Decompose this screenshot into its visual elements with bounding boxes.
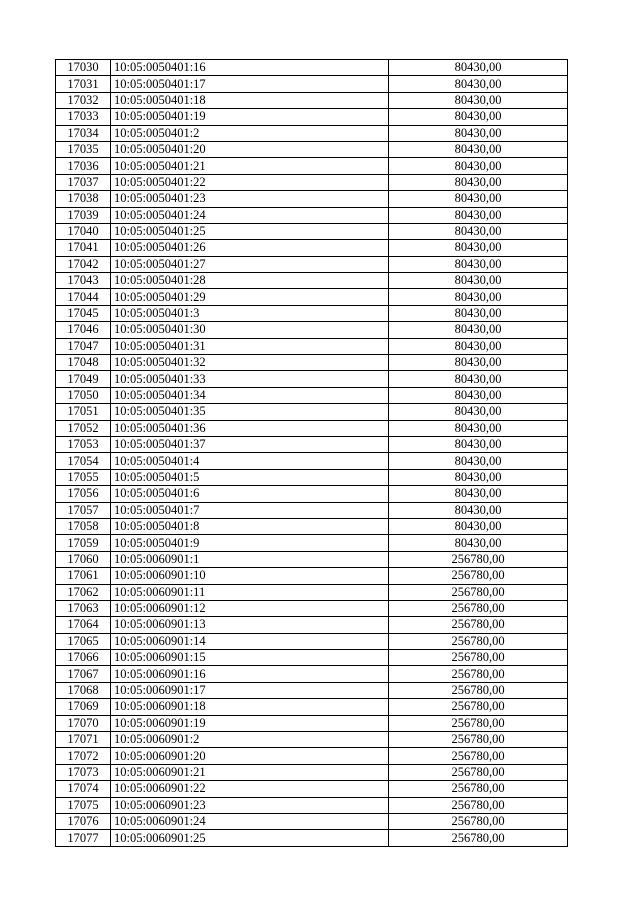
row-number-cell: 17036 bbox=[56, 158, 111, 174]
amount-cell: 256780,00 bbox=[389, 830, 568, 846]
cadastral-number-cell: 10:05:0050401:28 bbox=[111, 273, 389, 289]
row-number-cell: 17057 bbox=[56, 502, 111, 518]
amount-cell: 80430,00 bbox=[389, 502, 568, 518]
amount-cell: 256780,00 bbox=[389, 650, 568, 666]
table-row bbox=[56, 273, 568, 289]
table-row bbox=[56, 781, 568, 797]
cadastral-number-cell: 10:05:0060901:21 bbox=[111, 764, 389, 780]
row-number-cell: 17067 bbox=[56, 666, 111, 682]
amount-cell: 256780,00 bbox=[389, 797, 568, 813]
row-number-cell: 17060 bbox=[56, 551, 111, 567]
table-row bbox=[56, 469, 568, 485]
cadastral-number-cell: 10:05:0050401:7 bbox=[111, 502, 389, 518]
row-number-cell: 17076 bbox=[56, 813, 111, 829]
amount-cell: 80430,00 bbox=[389, 338, 568, 354]
table-row bbox=[56, 223, 568, 239]
cadastral-number-cell: 10:05:0060901:23 bbox=[111, 797, 389, 813]
table-row bbox=[56, 355, 568, 371]
row-number-cell: 17065 bbox=[56, 633, 111, 649]
amount-cell: 80430,00 bbox=[389, 371, 568, 387]
cadastral-number-cell: 10:05:0050401:36 bbox=[111, 420, 389, 436]
cadastral-number-cell: 10:05:0050401:18 bbox=[111, 92, 389, 108]
table-row bbox=[56, 633, 568, 649]
table-row bbox=[56, 732, 568, 748]
amount-cell: 80430,00 bbox=[389, 141, 568, 157]
table-row bbox=[56, 240, 568, 256]
row-number-cell: 17031 bbox=[56, 76, 111, 92]
row-number-cell: 17074 bbox=[56, 781, 111, 797]
row-number-cell: 17038 bbox=[56, 191, 111, 207]
amount-cell: 256780,00 bbox=[389, 748, 568, 764]
row-number-cell: 17063 bbox=[56, 600, 111, 616]
row-number-cell: 17062 bbox=[56, 584, 111, 600]
amount-cell: 256780,00 bbox=[389, 715, 568, 731]
amount-cell: 80430,00 bbox=[389, 92, 568, 108]
table-row bbox=[56, 76, 568, 92]
amount-cell: 256780,00 bbox=[389, 764, 568, 780]
table-row bbox=[56, 125, 568, 141]
amount-cell: 256780,00 bbox=[389, 617, 568, 633]
cadastral-number-cell: 10:05:0060901:24 bbox=[111, 813, 389, 829]
row-number-cell: 17066 bbox=[56, 650, 111, 666]
amount-cell: 80430,00 bbox=[389, 109, 568, 125]
table-row bbox=[56, 256, 568, 272]
cadastral-number-cell: 10:05:0050401:29 bbox=[111, 289, 389, 305]
cadastral-number-cell: 10:05:0050401:34 bbox=[111, 387, 389, 403]
amount-cell: 80430,00 bbox=[389, 355, 568, 371]
row-number-cell: 17041 bbox=[56, 240, 111, 256]
amount-cell: 80430,00 bbox=[389, 125, 568, 141]
row-number-cell: 17054 bbox=[56, 453, 111, 469]
cadastral-number-cell: 10:05:0050401:25 bbox=[111, 223, 389, 239]
amount-cell: 80430,00 bbox=[389, 387, 568, 403]
table-row bbox=[56, 322, 568, 338]
cadastral-number-cell: 10:05:0060901:20 bbox=[111, 748, 389, 764]
table-row bbox=[56, 191, 568, 207]
row-number-cell: 17045 bbox=[56, 305, 111, 321]
row-number-cell: 17061 bbox=[56, 568, 111, 584]
table-row bbox=[56, 305, 568, 321]
row-number-cell: 17069 bbox=[56, 699, 111, 715]
cadastral-number-cell: 10:05:0050401:26 bbox=[111, 240, 389, 256]
cadastral-number-cell: 10:05:0050401:24 bbox=[111, 207, 389, 223]
table-row bbox=[56, 699, 568, 715]
row-number-cell: 17073 bbox=[56, 764, 111, 780]
amount-cell: 80430,00 bbox=[389, 60, 568, 76]
row-number-cell: 17055 bbox=[56, 469, 111, 485]
cadastral-number-cell: 10:05:0060901:17 bbox=[111, 682, 389, 698]
table-row bbox=[56, 682, 568, 698]
table-row bbox=[56, 387, 568, 403]
amount-cell: 80430,00 bbox=[389, 404, 568, 420]
table-row bbox=[56, 207, 568, 223]
row-number-cell: 17047 bbox=[56, 338, 111, 354]
amount-cell: 256780,00 bbox=[389, 551, 568, 567]
table-row bbox=[56, 158, 568, 174]
table-row bbox=[56, 830, 568, 846]
amount-cell: 80430,00 bbox=[389, 191, 568, 207]
cadastral-number-cell: 10:05:0060901:1 bbox=[111, 551, 389, 567]
amount-cell: 256780,00 bbox=[389, 584, 568, 600]
cadastral-number-cell: 10:05:0060901:10 bbox=[111, 568, 389, 584]
amount-cell: 256780,00 bbox=[389, 633, 568, 649]
amount-cell: 80430,00 bbox=[389, 240, 568, 256]
amount-cell: 80430,00 bbox=[389, 305, 568, 321]
row-number-cell: 17050 bbox=[56, 387, 111, 403]
row-number-cell: 17071 bbox=[56, 732, 111, 748]
row-number-cell: 17075 bbox=[56, 797, 111, 813]
cadastral-number-cell: 10:05:0060901:22 bbox=[111, 781, 389, 797]
cadastral-number-cell: 10:05:0050401:27 bbox=[111, 256, 389, 272]
row-number-cell: 17043 bbox=[56, 273, 111, 289]
table-row bbox=[56, 404, 568, 420]
row-number-cell: 17049 bbox=[56, 371, 111, 387]
table-row bbox=[56, 141, 568, 157]
row-number-cell: 17037 bbox=[56, 174, 111, 190]
cadastral-number-cell: 10:05:0050401:30 bbox=[111, 322, 389, 338]
row-number-cell: 17059 bbox=[56, 535, 111, 551]
cadastral-number-cell: 10:05:0050401:3 bbox=[111, 305, 389, 321]
table-row bbox=[56, 109, 568, 125]
cadastral-number-cell: 10:05:0060901:12 bbox=[111, 600, 389, 616]
cadastral-number-cell: 10:05:0050401:37 bbox=[111, 436, 389, 452]
row-number-cell: 17033 bbox=[56, 109, 111, 125]
table-row bbox=[56, 92, 568, 108]
data-table bbox=[55, 59, 568, 847]
amount-cell: 256780,00 bbox=[389, 568, 568, 584]
amount-cell: 80430,00 bbox=[389, 76, 568, 92]
amount-cell: 256780,00 bbox=[389, 781, 568, 797]
amount-cell: 80430,00 bbox=[389, 322, 568, 338]
row-number-cell: 17042 bbox=[56, 256, 111, 272]
row-number-cell: 17040 bbox=[56, 223, 111, 239]
cadastral-number-cell: 10:05:0050401:32 bbox=[111, 355, 389, 371]
cadastral-number-cell: 10:05:0060901:14 bbox=[111, 633, 389, 649]
cadastral-number-cell: 10:05:0060901:18 bbox=[111, 699, 389, 715]
cadastral-number-cell: 10:05:0050401:4 bbox=[111, 453, 389, 469]
amount-cell: 80430,00 bbox=[389, 535, 568, 551]
amount-cell: 80430,00 bbox=[389, 518, 568, 534]
cadastral-number-cell: 10:05:0050401:23 bbox=[111, 191, 389, 207]
table-row bbox=[56, 797, 568, 813]
table-row bbox=[56, 650, 568, 666]
table-row bbox=[56, 764, 568, 780]
cadastral-number-cell: 10:05:0050401:16 bbox=[111, 60, 389, 76]
row-number-cell: 17035 bbox=[56, 141, 111, 157]
row-number-cell: 17034 bbox=[56, 125, 111, 141]
table-row bbox=[56, 371, 568, 387]
row-number-cell: 17032 bbox=[56, 92, 111, 108]
cadastral-number-cell: 10:05:0060901:19 bbox=[111, 715, 389, 731]
table-row bbox=[56, 60, 568, 76]
row-number-cell: 17048 bbox=[56, 355, 111, 371]
row-number-cell: 17030 bbox=[56, 60, 111, 76]
cadastral-number-cell: 10:05:0050401:35 bbox=[111, 404, 389, 420]
table-row bbox=[56, 289, 568, 305]
cadastral-number-cell: 10:05:0060901:11 bbox=[111, 584, 389, 600]
cadastral-number-cell: 10:05:0050401:6 bbox=[111, 486, 389, 502]
amount-cell: 80430,00 bbox=[389, 223, 568, 239]
table-row bbox=[56, 486, 568, 502]
table-row bbox=[56, 666, 568, 682]
amount-cell: 256780,00 bbox=[389, 732, 568, 748]
cadastral-number-cell: 10:05:0050401:31 bbox=[111, 338, 389, 354]
row-number-cell: 17051 bbox=[56, 404, 111, 420]
amount-cell: 80430,00 bbox=[389, 207, 568, 223]
row-number-cell: 17039 bbox=[56, 207, 111, 223]
cadastral-number-cell: 10:05:0060901:25 bbox=[111, 830, 389, 846]
amount-cell: 80430,00 bbox=[389, 256, 568, 272]
table-row bbox=[56, 551, 568, 567]
row-number-cell: 17072 bbox=[56, 748, 111, 764]
table-row bbox=[56, 535, 568, 551]
row-number-cell: 17070 bbox=[56, 715, 111, 731]
amount-cell: 256780,00 bbox=[389, 600, 568, 616]
table-row bbox=[56, 338, 568, 354]
row-number-cell: 17052 bbox=[56, 420, 111, 436]
amount-cell: 80430,00 bbox=[389, 469, 568, 485]
table-row bbox=[56, 518, 568, 534]
table-row bbox=[56, 715, 568, 731]
table-row bbox=[56, 436, 568, 452]
cadastral-number-cell: 10:05:0050401:22 bbox=[111, 174, 389, 190]
cadastral-number-cell: 10:05:0050401:2 bbox=[111, 125, 389, 141]
row-number-cell: 17056 bbox=[56, 486, 111, 502]
table-row bbox=[56, 748, 568, 764]
table-row bbox=[56, 174, 568, 190]
table-row bbox=[56, 584, 568, 600]
cadastral-number-cell: 10:05:0050401:17 bbox=[111, 76, 389, 92]
cadastral-number-cell: 10:05:0060901:13 bbox=[111, 617, 389, 633]
cadastral-number-cell: 10:05:0060901:15 bbox=[111, 650, 389, 666]
table-row bbox=[56, 568, 568, 584]
amount-cell: 256780,00 bbox=[389, 682, 568, 698]
amount-cell: 80430,00 bbox=[389, 273, 568, 289]
amount-cell: 80430,00 bbox=[389, 453, 568, 469]
cadastral-number-cell: 10:05:0050401:19 bbox=[111, 109, 389, 125]
table-row bbox=[56, 420, 568, 436]
row-number-cell: 17046 bbox=[56, 322, 111, 338]
cadastral-number-cell: 10:05:0060901:16 bbox=[111, 666, 389, 682]
table-body bbox=[56, 60, 568, 847]
cadastral-number-cell: 10:05:0060901:2 bbox=[111, 732, 389, 748]
cadastral-number-cell: 10:05:0050401:9 bbox=[111, 535, 389, 551]
table-row bbox=[56, 453, 568, 469]
table-row bbox=[56, 502, 568, 518]
amount-cell: 80430,00 bbox=[389, 289, 568, 305]
amount-cell: 256780,00 bbox=[389, 813, 568, 829]
row-number-cell: 17044 bbox=[56, 289, 111, 305]
cadastral-number-cell: 10:05:0050401:33 bbox=[111, 371, 389, 387]
row-number-cell: 17077 bbox=[56, 830, 111, 846]
amount-cell: 80430,00 bbox=[389, 436, 568, 452]
amount-cell: 256780,00 bbox=[389, 666, 568, 682]
row-number-cell: 17053 bbox=[56, 436, 111, 452]
cadastral-number-cell: 10:05:0050401:8 bbox=[111, 518, 389, 534]
row-number-cell: 17068 bbox=[56, 682, 111, 698]
cadastral-number-cell: 10:05:0050401:21 bbox=[111, 158, 389, 174]
table-row bbox=[56, 813, 568, 829]
table-row bbox=[56, 600, 568, 616]
amount-cell: 80430,00 bbox=[389, 158, 568, 174]
cadastral-number-cell: 10:05:0050401:5 bbox=[111, 469, 389, 485]
table-row bbox=[56, 617, 568, 633]
row-number-cell: 17058 bbox=[56, 518, 111, 534]
amount-cell: 80430,00 bbox=[389, 486, 568, 502]
amount-cell: 80430,00 bbox=[389, 420, 568, 436]
amount-cell: 256780,00 bbox=[389, 699, 568, 715]
cadastral-number-cell: 10:05:0050401:20 bbox=[111, 141, 389, 157]
amount-cell: 80430,00 bbox=[389, 174, 568, 190]
row-number-cell: 17064 bbox=[56, 617, 111, 633]
